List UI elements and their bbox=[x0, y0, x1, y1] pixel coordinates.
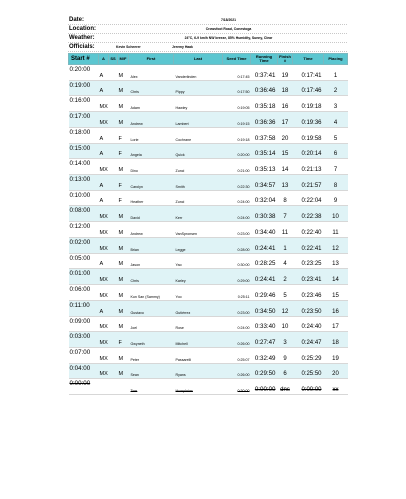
placing-cell: 5 bbox=[324, 127, 348, 143]
table-row bbox=[69, 159, 348, 175]
net-time-cell: 0:22:04 bbox=[293, 190, 324, 206]
age-class-cell: MX bbox=[99, 316, 109, 332]
sex-cell: M bbox=[118, 347, 129, 363]
official-2: Jeremy Haak bbox=[172, 44, 193, 49]
last-name-cell: Yao bbox=[174, 253, 223, 269]
results-sheet bbox=[68, 16, 347, 395]
placing-cell: 16 bbox=[324, 300, 348, 316]
net-time-cell: 0:23:25 bbox=[293, 253, 324, 269]
last-name-cell: Quick bbox=[174, 143, 223, 159]
first-name-cell: Chris bbox=[129, 269, 174, 285]
net-time-cell: 0:19:58 bbox=[293, 127, 324, 143]
officials-values bbox=[110, 43, 347, 52]
placing-cell: 3 bbox=[324, 96, 348, 112]
running-time-cell: 0:32:49 bbox=[251, 347, 278, 363]
ss-cell bbox=[109, 332, 118, 348]
seed-time-cell: 0:20:00 bbox=[223, 143, 251, 159]
table-row bbox=[69, 269, 348, 285]
ss-cell bbox=[109, 175, 118, 191]
placing-cell: 14 bbox=[324, 269, 348, 285]
table-row bbox=[69, 332, 348, 348]
table-row bbox=[69, 253, 348, 269]
last-name-cell: Gutiérrez bbox=[174, 300, 223, 316]
finish-number-cell: 1 bbox=[278, 237, 293, 253]
last-name-cell: Passarelli bbox=[174, 347, 223, 363]
running-time-cell: 0:28:25 bbox=[251, 253, 278, 269]
ss-cell bbox=[109, 112, 118, 128]
first-name-cell: Carolyn bbox=[129, 175, 174, 191]
last-name-cell: Karley bbox=[174, 269, 223, 285]
age-class-cell bbox=[99, 379, 109, 395]
placing-cell: xx bbox=[324, 379, 348, 395]
first-name-cell: Angela bbox=[129, 143, 174, 159]
age-class-cell: A bbox=[99, 175, 109, 191]
age-class-cell: MX bbox=[99, 112, 109, 128]
first-name-cell: Andrew bbox=[129, 222, 174, 238]
table-row bbox=[69, 65, 348, 81]
placing-cell: 18 bbox=[324, 332, 348, 348]
seed-time-cell: 0:17:50 bbox=[223, 80, 251, 96]
first-name-cell: Gustavo bbox=[129, 300, 174, 316]
seed-time-cell: 0:25:07 bbox=[223, 347, 251, 363]
seed-time-cell: 0:26:00 bbox=[223, 363, 251, 379]
first-name-cell: Jason bbox=[129, 253, 174, 269]
col-age: A bbox=[99, 54, 109, 65]
last-name-cell: VanSpronsen bbox=[174, 222, 223, 238]
age-class-cell: A bbox=[99, 143, 109, 159]
seed-time-cell: 0:19:05 bbox=[223, 96, 251, 112]
col-sex: M/F bbox=[118, 54, 129, 65]
finish-number-cell: 2 bbox=[278, 269, 293, 285]
seed-time-cell: 0:29:00 bbox=[223, 269, 251, 285]
first-name-cell: Andrew bbox=[129, 112, 174, 128]
last-name-cell: Cochrane bbox=[174, 127, 223, 143]
finish-number-cell: 9 bbox=[278, 347, 293, 363]
first-name-cell: Chris bbox=[129, 80, 174, 96]
running-time-cell: 0:24:41 bbox=[251, 237, 278, 253]
finish-number-cell: 17 bbox=[278, 112, 293, 128]
finish-number-cell: 20 bbox=[278, 127, 293, 143]
col-placing: Placing bbox=[324, 54, 348, 65]
officials-row bbox=[68, 43, 347, 52]
running-time-cell: 0:29:46 bbox=[251, 285, 278, 301]
last-name-cell: Legge bbox=[174, 237, 223, 253]
start-time-cell: 0:02:00 bbox=[69, 237, 99, 253]
ss-cell bbox=[109, 206, 118, 222]
net-time-cell: 0:19:36 bbox=[293, 112, 324, 128]
start-time-cell: 0:16:00 bbox=[69, 96, 99, 112]
first-name-cell: Adam bbox=[129, 96, 174, 112]
sex-cell: M bbox=[118, 316, 129, 332]
seed-time-cell: 0:23:00 bbox=[223, 300, 251, 316]
net-time-cell: 0:22:38 bbox=[293, 206, 324, 222]
finish-number-cell: 16 bbox=[278, 96, 293, 112]
finish-number-cell: 13 bbox=[278, 175, 293, 191]
net-time-cell: 0:21:13 bbox=[293, 159, 324, 175]
sex-cell: M bbox=[118, 300, 129, 316]
running-time-cell: 0:37:41 bbox=[251, 65, 278, 81]
last-name-cell: Ryans bbox=[174, 363, 223, 379]
table-row bbox=[69, 175, 348, 191]
last-name-cell: Kerr bbox=[174, 206, 223, 222]
start-time-cell: 0:00:00 bbox=[69, 379, 99, 395]
sex-cell: M bbox=[118, 253, 129, 269]
last-name-cell: Yoo bbox=[174, 285, 223, 301]
ss-cell bbox=[109, 127, 118, 143]
ss-cell bbox=[109, 316, 118, 332]
col-first: First bbox=[129, 54, 174, 65]
table-row bbox=[69, 112, 348, 128]
age-class-cell: A bbox=[99, 190, 109, 206]
placing-cell: 7 bbox=[324, 159, 348, 175]
ss-cell bbox=[109, 65, 118, 81]
last-name-cell: Zunci bbox=[174, 190, 223, 206]
seed-time-cell: 0:25:11 bbox=[223, 285, 251, 301]
finish-number-cell: 12 bbox=[278, 300, 293, 316]
col-last: Last bbox=[174, 54, 223, 65]
running-time-cell: 0:33:40 bbox=[251, 316, 278, 332]
table-row bbox=[69, 190, 348, 206]
ss-cell bbox=[109, 300, 118, 316]
age-class-cell: MX bbox=[99, 363, 109, 379]
start-time-cell: 0:09:00 bbox=[69, 316, 99, 332]
net-time-cell: 0:20:14 bbox=[293, 143, 324, 159]
age-class-cell: MX bbox=[99, 332, 109, 348]
first-name-cell: Joel bbox=[129, 316, 174, 332]
seed-time-cell: 0:17:45 bbox=[223, 65, 251, 81]
placing-cell: 1 bbox=[324, 65, 348, 81]
results-body bbox=[69, 65, 348, 395]
finish-number-cell: 18 bbox=[278, 80, 293, 96]
running-time-cell: 0:34:40 bbox=[251, 222, 278, 238]
finish-number-cell: 3 bbox=[278, 332, 293, 348]
age-class-cell: MX bbox=[99, 222, 109, 238]
net-time-cell: 0:19:18 bbox=[293, 96, 324, 112]
first-name-cell: Heather bbox=[129, 190, 174, 206]
first-name-cell: Sean bbox=[129, 363, 174, 379]
placing-cell: 2 bbox=[324, 80, 348, 96]
running-time-cell: 0:36:46 bbox=[251, 80, 278, 96]
col-start: Start # bbox=[69, 54, 99, 65]
running-time-cell: 0:29:50 bbox=[251, 363, 278, 379]
last-name-cell: Mitchell bbox=[174, 332, 223, 348]
finish-number-cell: 7 bbox=[278, 206, 293, 222]
age-class-cell: MX bbox=[99, 285, 109, 301]
running-time-cell: 0:37:58 bbox=[251, 127, 278, 143]
ss-cell bbox=[109, 190, 118, 206]
first-name-cell: Alex bbox=[129, 65, 174, 81]
last-name-cell: Hawley bbox=[174, 96, 223, 112]
first-name-cell: Gwyneth bbox=[129, 332, 174, 348]
sex-cell: M bbox=[118, 363, 129, 379]
age-class-cell: MX bbox=[99, 206, 109, 222]
last-name-cell: Humphries bbox=[174, 379, 223, 395]
net-time-cell: 0:17:46 bbox=[293, 80, 324, 96]
net-time-cell: 0:24:47 bbox=[293, 332, 324, 348]
ss-cell bbox=[109, 285, 118, 301]
seed-time-cell: 0:22:30 bbox=[223, 175, 251, 191]
age-class-cell: A bbox=[99, 65, 109, 81]
placing-cell: 13 bbox=[324, 253, 348, 269]
start-time-cell: 0:10:00 bbox=[69, 190, 99, 206]
running-time-cell: 0:34:57 bbox=[251, 175, 278, 191]
seed-time-cell: 0:19:18 bbox=[223, 127, 251, 143]
col-seed: Seed Time bbox=[223, 54, 251, 65]
start-time-cell: 0:12:00 bbox=[69, 222, 99, 238]
seed-time-cell: 0:21:00 bbox=[223, 159, 251, 175]
net-time-cell: 0:22:40 bbox=[293, 222, 324, 238]
first-name-cell: Dino bbox=[129, 159, 174, 175]
seed-time-cell: 0:28:00 bbox=[223, 237, 251, 253]
start-time-cell: 0:17:00 bbox=[69, 112, 99, 128]
first-name-cell: Lorie bbox=[129, 127, 174, 143]
placing-cell: 4 bbox=[324, 112, 348, 128]
last-name-cell: Smith bbox=[174, 175, 223, 191]
net-time-cell: 0:21:57 bbox=[293, 175, 324, 191]
start-time-cell: 0:13:00 bbox=[69, 175, 99, 191]
ss-cell bbox=[109, 253, 118, 269]
age-class-cell: MX bbox=[99, 269, 109, 285]
age-class-cell: MX bbox=[99, 159, 109, 175]
start-time-cell: 0:15:00 bbox=[69, 143, 99, 159]
age-class-cell: MX bbox=[99, 96, 109, 112]
table-row bbox=[69, 347, 348, 363]
table-row bbox=[69, 222, 348, 238]
ss-cell bbox=[109, 96, 118, 112]
first-name-cell: Brian bbox=[129, 237, 174, 253]
age-class-cell: A bbox=[99, 127, 109, 143]
ss-cell bbox=[109, 269, 118, 285]
seed-time-cell: 0:30:00 bbox=[223, 379, 251, 395]
table-row bbox=[69, 379, 348, 395]
last-name-cell: Zunci bbox=[174, 159, 223, 175]
placing-cell: 12 bbox=[324, 237, 348, 253]
col-ss: SS bbox=[109, 54, 118, 65]
sex-cell: F bbox=[118, 143, 129, 159]
start-time-cell: 0:11:00 bbox=[69, 300, 99, 316]
finish-number-cell: 8 bbox=[278, 190, 293, 206]
sex-cell: M bbox=[118, 65, 129, 81]
net-time-cell: 0:23:41 bbox=[293, 269, 324, 285]
ss-cell bbox=[109, 222, 118, 238]
age-class-cell: MX bbox=[99, 347, 109, 363]
running-time-cell: 0:35:13 bbox=[251, 159, 278, 175]
age-class-cell: A bbox=[99, 300, 109, 316]
table-row bbox=[69, 285, 348, 301]
placing-cell: 6 bbox=[324, 143, 348, 159]
location-label: Location: bbox=[69, 25, 96, 32]
running-time-cell: 0:32:04 bbox=[251, 190, 278, 206]
net-time-cell: 0:24:40 bbox=[293, 316, 324, 332]
running-time-cell: 0:35:14 bbox=[251, 143, 278, 159]
start-time-cell: 0:20:00 bbox=[69, 65, 99, 81]
placing-cell: 9 bbox=[324, 190, 348, 206]
table-row bbox=[69, 143, 348, 159]
weather-value: 24°C, 6-9 km/h NW breeze, 85% Humidity, Sunny, Clear bbox=[184, 35, 273, 40]
ss-cell bbox=[109, 347, 118, 363]
running-time-cell: 0:36:36 bbox=[251, 112, 278, 128]
sex-cell: M bbox=[118, 80, 129, 96]
finish-number-cell: dns bbox=[278, 379, 293, 395]
sex-cell: M bbox=[118, 96, 129, 112]
table-row bbox=[69, 80, 348, 96]
col-running: Running Time bbox=[251, 54, 278, 65]
net-time-cell: 0:23:50 bbox=[293, 300, 324, 316]
seed-time-cell: 0:30:00 bbox=[223, 253, 251, 269]
net-time-cell: 0:25:50 bbox=[293, 363, 324, 379]
weather-label: Weather: bbox=[69, 34, 95, 41]
last-name-cell: Rose bbox=[174, 316, 223, 332]
official-1: Kevin Scheerer bbox=[116, 44, 141, 49]
sex-cell: F bbox=[118, 175, 129, 191]
results-table bbox=[68, 53, 348, 395]
date-value: 7/18/2021 bbox=[220, 17, 237, 22]
start-time-cell: 0:06:00 bbox=[69, 285, 99, 301]
sex-cell: M bbox=[118, 112, 129, 128]
first-name-cell: David bbox=[129, 206, 174, 222]
running-time-cell: 0:00:00 bbox=[251, 379, 278, 395]
finish-number-cell: 11 bbox=[278, 222, 293, 238]
sex-cell: M bbox=[118, 222, 129, 238]
last-name-cell: Pippy bbox=[174, 80, 223, 96]
placing-cell: 17 bbox=[324, 316, 348, 332]
location-value: Crowsfoot Road, Conestoga bbox=[205, 26, 252, 31]
sex-cell bbox=[118, 379, 129, 395]
age-class-cell: A bbox=[99, 253, 109, 269]
col-time: Time bbox=[293, 54, 324, 65]
seed-time-cell: 0:24:00 bbox=[223, 316, 251, 332]
table-row bbox=[69, 127, 348, 143]
first-name-cell: Peter bbox=[129, 347, 174, 363]
ss-cell bbox=[109, 159, 118, 175]
placing-cell: 19 bbox=[324, 347, 348, 363]
col-finish: Finish # bbox=[279, 53, 291, 63]
net-time-cell: 0:00:00 bbox=[293, 379, 324, 395]
date-label: Date: bbox=[69, 16, 85, 23]
placing-cell: 15 bbox=[324, 285, 348, 301]
start-time-cell: 0:05:00 bbox=[69, 253, 99, 269]
finish-number-cell: 14 bbox=[278, 159, 293, 175]
sex-cell: M bbox=[118, 159, 129, 175]
start-time-cell: 0:07:00 bbox=[69, 347, 99, 363]
running-time-cell: 0:27:47 bbox=[251, 332, 278, 348]
running-time-cell: 0:30:38 bbox=[251, 206, 278, 222]
table-row bbox=[69, 206, 348, 222]
last-name-cell: Vanderlinden bbox=[174, 65, 223, 81]
sex-cell: F bbox=[118, 332, 129, 348]
sex-cell: F bbox=[118, 127, 129, 143]
net-time-cell: 0:23:46 bbox=[293, 285, 324, 301]
finish-number-cell: 10 bbox=[278, 316, 293, 332]
start-time-cell: 0:19:00 bbox=[69, 80, 99, 96]
table-row bbox=[69, 300, 348, 316]
seed-time-cell: 0:24:00 bbox=[223, 206, 251, 222]
placing-cell: 10 bbox=[324, 206, 348, 222]
age-class-cell: MX bbox=[99, 237, 109, 253]
ss-cell bbox=[109, 143, 118, 159]
table-header-row bbox=[69, 54, 348, 65]
running-time-cell: 0:24:41 bbox=[251, 269, 278, 285]
finish-number-cell: 4 bbox=[278, 253, 293, 269]
start-time-cell: 0:18:00 bbox=[69, 127, 99, 143]
running-time-cell: 0:35:18 bbox=[251, 96, 278, 112]
finish-number-cell: 6 bbox=[278, 363, 293, 379]
running-time-cell: 0:34:50 bbox=[251, 300, 278, 316]
first-name-cell: Kun San (Sammy) bbox=[129, 285, 174, 301]
last-name-cell: Lambert bbox=[174, 112, 223, 128]
start-time-cell: 0:04:00 bbox=[69, 363, 99, 379]
start-time-cell: 0:01:00 bbox=[69, 269, 99, 285]
finish-number-cell: 15 bbox=[278, 143, 293, 159]
start-time-cell: 0:03:00 bbox=[69, 332, 99, 348]
ss-cell bbox=[109, 237, 118, 253]
table-row bbox=[69, 237, 348, 253]
start-time-cell: 0:14:00 bbox=[69, 159, 99, 175]
placing-cell: 20 bbox=[324, 363, 348, 379]
placing-cell: 8 bbox=[324, 175, 348, 191]
ss-cell bbox=[109, 80, 118, 96]
sex-cell: M bbox=[118, 237, 129, 253]
seed-time-cell: 0:24:00 bbox=[223, 190, 251, 206]
officials-label: Officials: bbox=[69, 43, 95, 50]
ss-cell bbox=[109, 363, 118, 379]
seed-time-cell: 0:26:00 bbox=[223, 332, 251, 348]
start-time-cell: 0:08:00 bbox=[69, 206, 99, 222]
sex-cell: M bbox=[118, 269, 129, 285]
seed-time-cell: 0:23:00 bbox=[223, 222, 251, 238]
first-name-cell: Tom bbox=[129, 379, 174, 395]
table-row bbox=[69, 96, 348, 112]
sex-cell: F bbox=[118, 190, 129, 206]
sex-cell: M bbox=[118, 206, 129, 222]
seed-time-cell: 0:19:15 bbox=[223, 112, 251, 128]
finish-number-cell: 5 bbox=[278, 285, 293, 301]
net-time-cell: 0:25:29 bbox=[293, 347, 324, 363]
finish-number-cell: 19 bbox=[278, 65, 293, 81]
table-row bbox=[69, 363, 348, 379]
net-time-cell: 0:22:41 bbox=[293, 237, 324, 253]
net-time-cell: 0:17:41 bbox=[293, 65, 324, 81]
placing-cell: 11 bbox=[324, 222, 348, 238]
ss-cell bbox=[109, 379, 118, 395]
age-class-cell: A bbox=[99, 80, 109, 96]
table-row bbox=[69, 316, 348, 332]
sex-cell: M bbox=[118, 285, 129, 301]
